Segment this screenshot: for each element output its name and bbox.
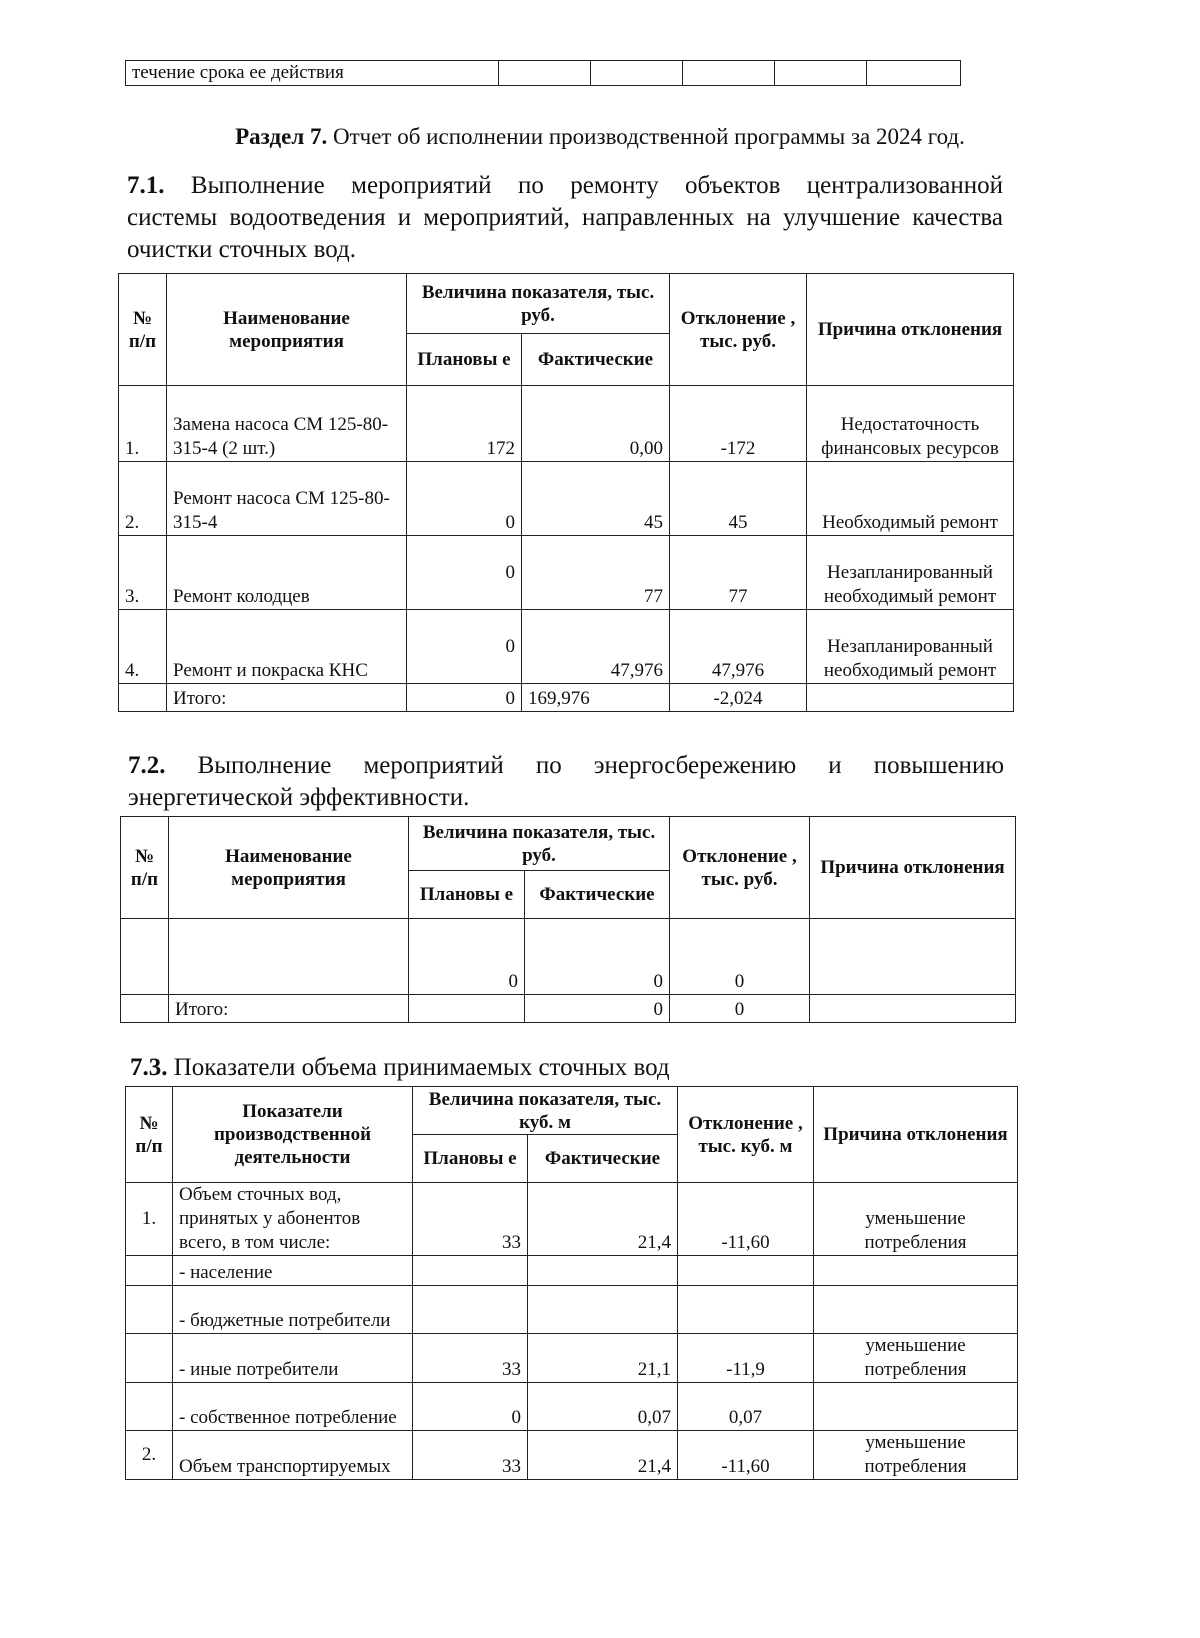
s72-table: [120, 816, 1016, 1023]
s72-header-plan: Плановы е: [409, 871, 525, 919]
s73-header-fact: Фактические: [528, 1135, 678, 1183]
table-row: 3. Ремонт колодцев 0 77 77 Незапланированный необходимый ремонт: [119, 536, 1014, 610]
s72-header-fact: Фактические: [525, 871, 670, 919]
table-total-row: Итого: 0 0: [121, 995, 1016, 1023]
s71-header-dev: Отклонение , тыс. руб.: [670, 274, 807, 386]
s73-header-dev: Отклонение , тыс. куб. м: [678, 1087, 814, 1183]
table-row: 2. Объем транспортируемых 33 21,4 -11,60 уменьшение потребления: [126, 1431, 1018, 1480]
section-number: Раздел 7.: [235, 124, 328, 149]
s73-header-no: № п/п: [126, 1087, 173, 1183]
table-row: - население: [126, 1256, 1018, 1286]
s71-header-plan: Плановы е: [407, 334, 522, 386]
table-row: - иные потребители 33 21,1 -11,9 уменьшение потребления: [126, 1334, 1018, 1383]
table-row: 4. Ремонт и покраска КНС 0 47,976 47,976 Незапланированный необходимый ремонт: [119, 610, 1014, 684]
table-row: - собственное потребление 0 0,07 0,07: [126, 1383, 1018, 1431]
table-row: 1. Замена насоса СМ 125-80-315-4 (2 шт.) 172 0,00 -172 Недостаточность финансовых ресурсов: [119, 386, 1014, 462]
s72-heading: [128, 750, 1004, 782]
s72-header-no: № п/п: [121, 817, 169, 919]
table-total-row: Итого: 0 169,976 -2,024: [119, 684, 1014, 712]
s73-header-reason: Причина отклонения: [814, 1087, 1018, 1183]
s71-line-3: очистки сточных вод.: [127, 236, 357, 263]
s72-header-dev: Отклонение , тыс. руб.: [670, 817, 810, 919]
s73-table: [125, 1086, 1018, 1480]
top-row-text: течение срока ее действия: [126, 61, 499, 86]
s73-number: 7.3.: [130, 1054, 168, 1081]
table-row: - бюджетные потребители: [126, 1286, 1018, 1334]
top-continuation-table: [125, 60, 961, 86]
s72-line-2: энергетической эффективности.: [128, 784, 470, 811]
s71-line-2: системы водоотведения и мероприятий, направленных на улучшение качества: [127, 204, 1003, 231]
s71-number: 7.1.: [127, 172, 165, 199]
s72-header-name: Наименование мероприятия: [169, 817, 409, 919]
s72-number: 7.2.: [128, 752, 166, 779]
s71-header-fact: Фактические: [522, 334, 670, 386]
table-row: 1. Объем сточных вод, принятых у абонентов всего, в том числе: 33 21,4 -11,60 уменьшение потребления: [126, 1183, 1018, 1256]
s71-line-1: Выполнение мероприятий по ремонту объектов централизованной: [164, 172, 1003, 199]
s71-table: [118, 273, 1014, 712]
table-row: 2. Ремонт насоса СМ 125-80-315-4 0 45 45 Необходимый ремонт: [119, 462, 1014, 536]
s71-header-name: Наименование мероприятия: [167, 274, 407, 386]
s72-header-reason: Причина отклонения: [810, 817, 1016, 919]
section-title: [0, 124, 1200, 150]
s71-header-no: № п/п: [119, 274, 167, 386]
s72-line-1: Выполнение мероприятий по энергосбережению и повышению: [165, 752, 1004, 779]
section-title-text: Отчет об исполнении производственной программы за 2024 год.: [327, 124, 965, 149]
s73-header-value: Величина показателя, тыс. куб. м: [413, 1087, 678, 1135]
s72-header-value: Величина показателя, тыс. руб.: [409, 817, 670, 871]
s73-heading: [130, 1052, 1006, 1084]
s71-header-value: Величина показателя, тыс. руб.: [407, 274, 670, 334]
s73-header-name: Показатели производственной деятельности: [173, 1087, 413, 1183]
s71-header-reason: Причина отклонения: [807, 274, 1014, 386]
s73-header-plan: Плановы е: [413, 1135, 528, 1183]
table-row: 0 0 0: [121, 919, 1016, 995]
s73-title: Показатели объема принимаемых сточных вод: [167, 1054, 670, 1081]
s71-heading: [127, 170, 1003, 234]
